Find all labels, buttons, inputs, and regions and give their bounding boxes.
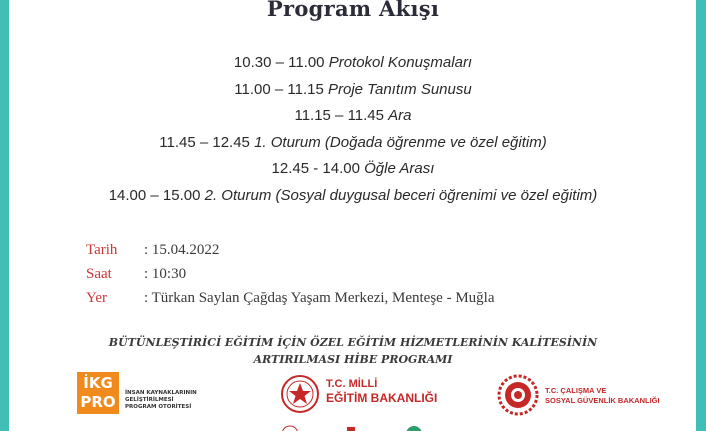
meb-line1: T.C. MİLLİ — [326, 378, 378, 390]
program-name-line1: BÜTÜNLEŞTİRİCİ EĞİTİM İÇİN ÖZEL EĞİTİM HİZMETLERİNİN KALİTESİNİN — [108, 336, 598, 349]
meb-line2: EĞİTİM BAKANLIĞI — [326, 391, 438, 405]
time-key: Saat — [86, 266, 112, 282]
csgb-line1: T.C. ÇALIŞMA VE — [545, 386, 607, 395]
agenda-item — [0, 156, 706, 183]
partial-logo-icon — [280, 424, 300, 431]
agenda-item — [0, 77, 706, 104]
time-row — [86, 262, 495, 286]
agenda-label: Öğle Arası — [364, 160, 435, 177]
agenda-time: 14.00 – 15.00 — [108, 186, 201, 204]
event-info — [86, 238, 495, 310]
agenda-time: 10.30 – 11.00 — [233, 54, 325, 71]
ikg-pro-caption — [125, 390, 205, 411]
date-row — [86, 238, 495, 262]
page-title: Program Akışı — [266, 0, 440, 21]
agenda-time: 11.00 – 11.15 — [234, 80, 324, 98]
place-value: : Türkan Saylan Çağdaş Yaşam Merkezi, Menteşe - Muğla — [144, 290, 495, 306]
place-key: Yer — [86, 290, 107, 306]
agenda-label: Ara — [388, 107, 412, 124]
agenda-label: 2. Oturum (Sosyal duygusal beceri öğrenimi ve özel eğitim) — [204, 186, 598, 204]
time-value: : 10:30 — [144, 266, 187, 282]
csgb-emblem-icon — [497, 374, 539, 416]
ikg-caption-line1: İNSAN KAYNAKLARININ — [125, 390, 197, 396]
csgb-name — [545, 386, 660, 406]
agenda-label: Protokol Konuşmaları — [328, 54, 473, 71]
ikg-mark-top: İKG — [83, 374, 113, 392]
ikg-caption-line3: PROGRAM OTORİTESİ — [125, 404, 192, 410]
ikg-caption-line2: GELİŞTİRİLMESİ — [125, 397, 174, 403]
partial-logo-icon — [404, 424, 424, 431]
ikg-mark-bottom: PRO — [80, 393, 116, 411]
partial-logo-icon — [345, 424, 357, 431]
csgb-line2: SOSYAL GÜVENLİK BAKANLIĞI — [545, 396, 660, 405]
ikg-pro-mark — [77, 372, 119, 414]
place-row — [86, 286, 495, 310]
agenda-item — [0, 50, 706, 77]
agenda-item — [0, 103, 706, 130]
agenda-label: 1. Oturum (Doğada öğrenme ve özel eğitim) — [254, 133, 547, 151]
agenda-time: 11.45 – 12.45 — [159, 133, 250, 151]
program-name-line2: ARTIRILMASI HİBE PROGRAMI — [253, 353, 453, 366]
grant-program-name — [0, 334, 706, 368]
agenda-item — [0, 130, 706, 157]
meb-name — [326, 378, 437, 405]
agenda-label: Proje Tanıtım Sunusu — [328, 80, 472, 98]
date-key: Tarih — [86, 242, 118, 258]
meb-emblem-icon — [280, 374, 320, 414]
agenda-time: 12.45 - 14.00 — [271, 160, 360, 177]
date-value: : 15.04.2022 — [144, 242, 220, 258]
agenda-item — [0, 183, 706, 210]
agenda-list — [0, 50, 706, 209]
agenda-time: 11.15 – 11.45 — [294, 107, 384, 124]
